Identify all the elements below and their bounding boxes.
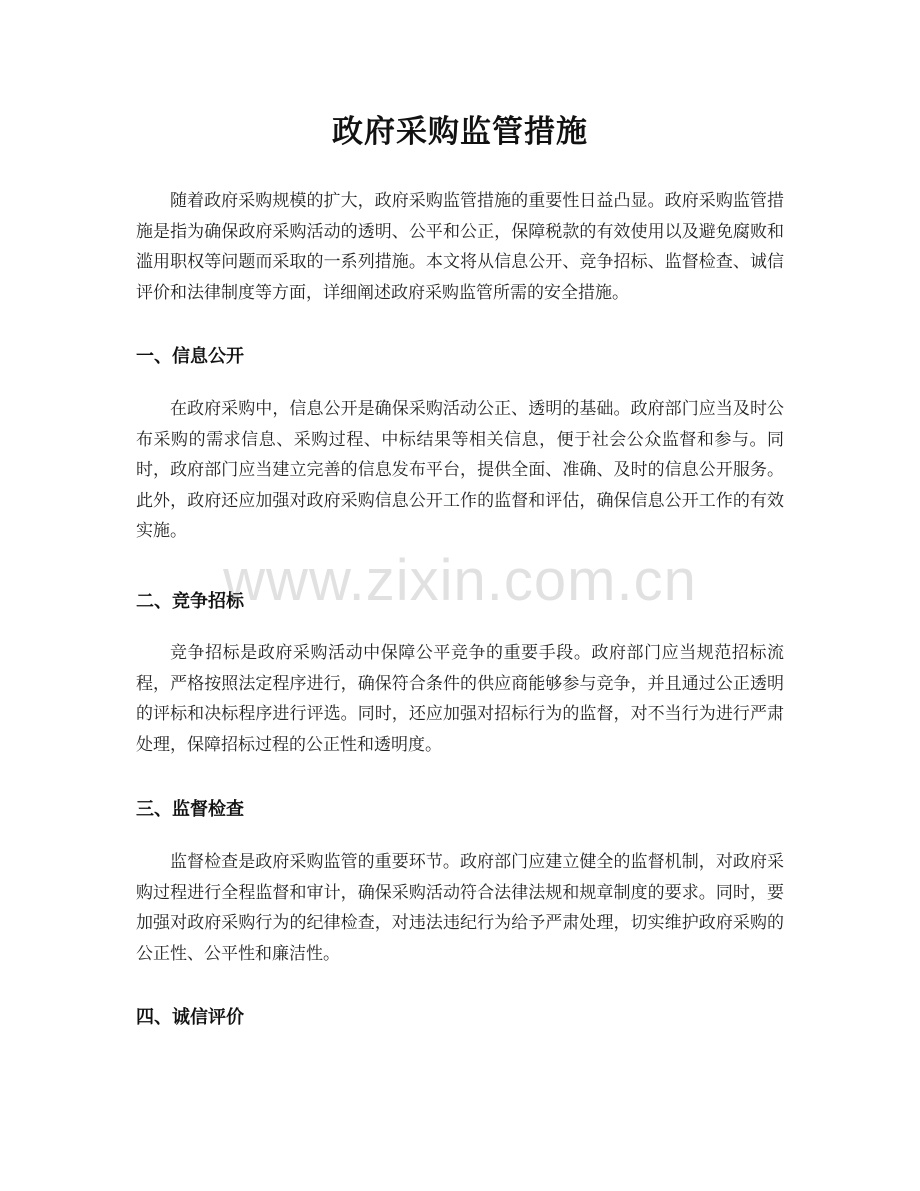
document-title: 政府采购监管措施 — [332, 114, 588, 150]
section-body-supervision: 监督检查是政府采购监管的重要环节。政府部门应建立健全的监督机制，对政府采购过程进行全程监督和审计，确保采购活动符合法律法规和规章制度的要求。同时，要加强对政府采购行为的纪律检查，对违法违纪行为给予严肃处理，切实维护政府采购的公正性、公平性和廉洁性。 — [136, 852, 784, 964]
section-body-info-disclosure: 在政府采购中，信息公开是确保采购活动公正、透明的基础。政府部门应当及时公布采购的需求信息、采购过程、中标结果等相关信息，便于社会公众监督和参与。同时，政府部门应当建立完善的信息发布平台，提供全面、准确、及时的信息公开服务。此外，政府还应加强对政府采购信息公开工作的监督和评估，确保信息公开工作的有效实施。 — [136, 399, 784, 541]
section-heading-integrity-evaluation: 四、诚信评价 — [136, 1007, 244, 1028]
intro-paragraph: 随着政府采购规模的扩大，政府采购监管措施的重要性日益凸显。政府采购监管措施是指为确保政府采购活动的透明、公平和公正，保障税款的有效使用以及避免腐败和滥用职权等问题而采取的一系列措施。本文将从信息公开、竞争招标、监督检查、诚信评价和法律制度等方面，详细阐述政府采购监管所需的安全措施。 — [136, 191, 784, 303]
section-heading-competitive-bidding: 二、竞争招标 — [136, 591, 244, 612]
section-heading-info-disclosure: 一、信息公开 — [136, 346, 244, 367]
section-heading-supervision: 三、监督检查 — [136, 799, 244, 820]
section-body-competitive-bidding: 竞争招标是政府采购活动中保障公平竞争的重要手段。政府部门应当规范招标流程，严格按照法定程序进行，确保符合条件的供应商能够参与竞争，并且通过公正透明的评标和决标程序进行评选。同时，还应加强对招标行为的监督，对不当行为进行严肃处理，保障招标过程的公正性和透明度。 — [136, 643, 784, 755]
watermark-text: www.zixin.com.cn — [223, 548, 697, 613]
